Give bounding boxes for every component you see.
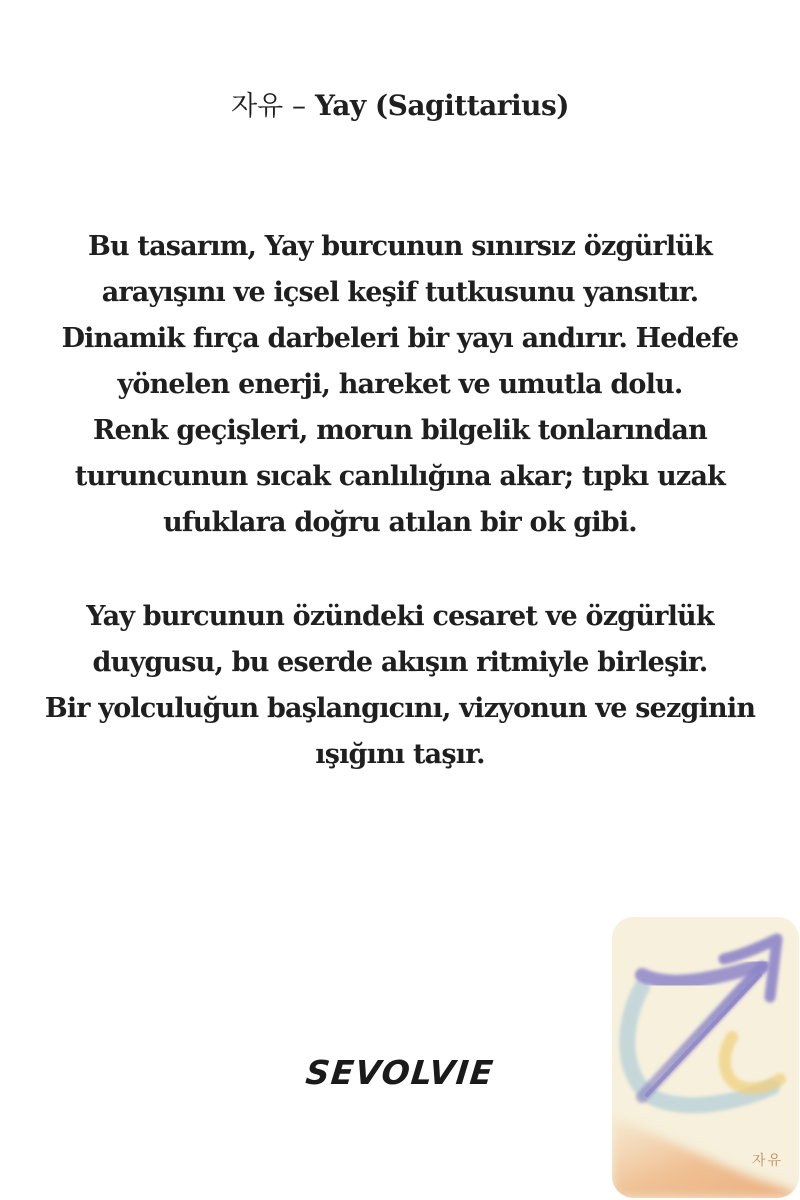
title-separator: – xyxy=(292,89,307,122)
artwork-card xyxy=(612,917,799,1198)
card-label: 자유 xyxy=(751,1153,783,1169)
paragraph-line: Bir yolculuğun başlangıcını, vizyonun ve sezginin xyxy=(44,693,756,724)
paragraph-line: Bu tasarım, Yay burcunun sınırsız özgürlük xyxy=(87,231,713,262)
paragraph-line: ufuklara doğru atılan bir ok gibi. xyxy=(163,507,637,538)
description-paragraph-2 xyxy=(0,594,800,778)
paragraph-line: ışığını taşır. xyxy=(315,739,485,770)
brand-signature: SEVOLVIE xyxy=(303,1053,497,1092)
paragraph-line: Dinamik fırça darbeleri bir yayı andırır. Hedefe xyxy=(61,323,739,354)
title-english: Yay (Sagittarius) xyxy=(314,89,570,122)
paragraph-line: yönelen enerji, hareket ve umutla dolu. xyxy=(117,369,683,400)
paragraph-line: Renk geçişleri, morun bilgelik tonlarından xyxy=(93,415,707,446)
paragraph-line: turuncunun sıcak canlılığına akar; tıpkı uzak xyxy=(74,461,726,492)
description-paragraph-1 xyxy=(0,224,800,546)
paragraph-line: Yay burcunun özündeki cesaret ve özgürlük xyxy=(86,601,714,632)
page-title xyxy=(0,86,800,127)
paragraph-line: duygusu, bu eserde akışın ritmiyle birleşir. xyxy=(92,647,708,678)
paragraph-line: arayışını ve içsel keşif tutkusunu yansıtır. xyxy=(101,277,699,308)
title-korean: 자유 xyxy=(230,91,284,122)
